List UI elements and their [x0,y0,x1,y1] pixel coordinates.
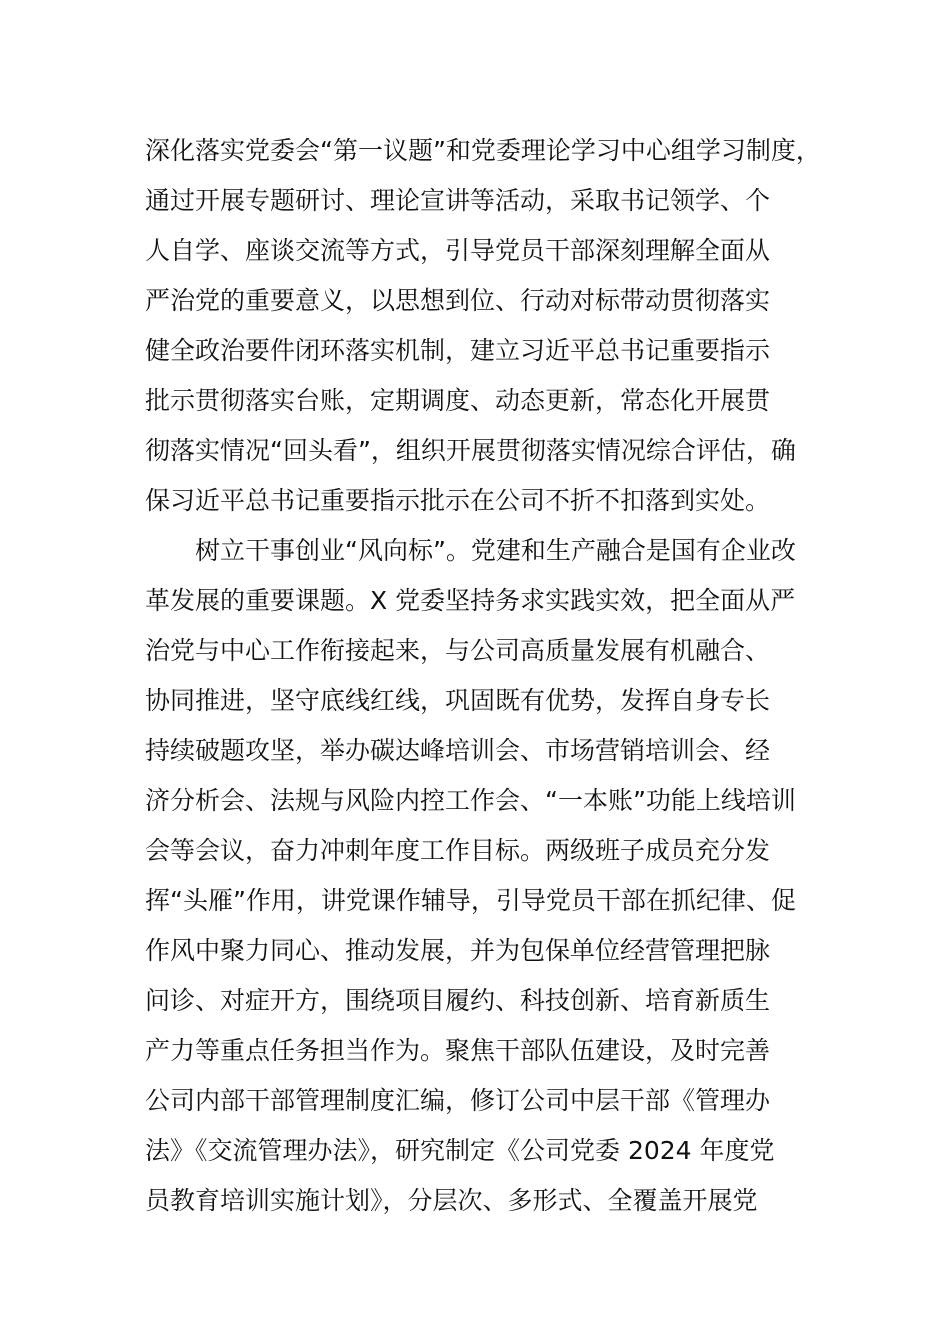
text-line: 济分析会、法规与风险内控工作会、“一本账”功能上线培训 [145,786,796,815]
document-body [145,126,845,1226]
text-line: 协同推进，坚守底线红线，巩固既有优势，发挥自身专长 [145,686,771,715]
text-line: 彻落实情况“回头看”，组织开展贯彻落实情况综合评估，确 [145,436,796,465]
text-line: 挥“头雁”作用，讲党课作辅导，引导党员干部在抓纪律、促 [145,886,796,915]
paragraph-start-line: 树立干事创业“风向标”。党建和生产融合是国有企业改 [195,536,796,565]
text-line: 保习近平总书记重要指示批示在公司不折不扣落到实处。 [145,486,771,515]
text-line: 深化落实党委会“第一议题”和党委理论学习中心组学习制度， [145,136,821,165]
text-line: 革发展的重要课题。X 党委坚持务求实践实效，把全面从严 [145,586,796,615]
text-line: 公司内部干部管理制度汇编，修订公司中层干部《管理办 [145,1086,771,1115]
text-line: 治党与中心工作衔接起来，与公司高质量发展有机融合、 [145,636,771,665]
text-line: 持续破题攻坚，举办碳达峰培训会、市场营销培训会、经 [145,736,771,765]
text-line: 通过开展专题研讨、理论宣讲等活动，采取书记领学、个 [145,186,771,215]
text-line: 批示贯彻落实台账，定期调度、动态更新，常态化开展贯 [145,386,771,415]
text-line: 法》《交流管理办法》，研究制定《公司党委 2024 年度党 [145,1136,775,1165]
text-line: 健全政治要件闭环落实机制，建立习近平总书记重要指示 [145,336,771,365]
text-line: 问诊、对症开方，围绕项目履约、科技创新、培育新质生 [145,986,771,1015]
text-line: 严治党的重要意义，以思想到位、行动对标带动贯彻落实 [145,286,771,315]
text-line: 会等会议，奋力冲刺年度工作目标。两级班子成员充分发 [145,836,771,865]
text-line: 作风中聚力同心、推动发展，并为包保单位经营管理把脉 [145,936,771,965]
text-line: 产力等重点任务担当作为。聚焦干部队伍建设，及时完善 [145,1036,771,1065]
text-line: 员教育培训实施计划》，分层次、多形式、全覆盖开展党 [145,1186,758,1215]
text-line: 人自学、座谈交流等方式，引导党员干部深刻理解全面从 [145,236,771,265]
